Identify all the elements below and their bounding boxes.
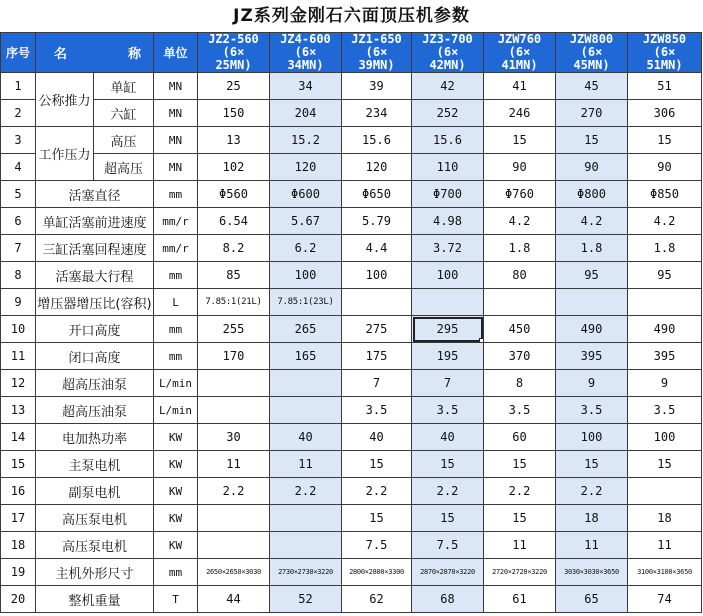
value-cell[interactable]: 204: [270, 100, 342, 127]
value-cell[interactable]: 4.4: [342, 235, 412, 262]
param-name-cell[interactable]: 主泵电机: [36, 451, 154, 478]
param-name-cell[interactable]: 增压器增压比(容积): [36, 289, 154, 316]
row-index-cell[interactable]: 16: [1, 478, 36, 505]
row-index-cell[interactable]: 17: [1, 505, 36, 532]
value-cell[interactable]: 6.54: [198, 208, 270, 235]
value-cell[interactable]: 15: [342, 505, 412, 532]
value-cell[interactable]: 52: [270, 586, 342, 613]
value-cell[interactable]: 4.2: [484, 208, 556, 235]
sub-label-cell[interactable]: 高压: [94, 127, 154, 154]
value-cell[interactable]: 150: [198, 100, 270, 127]
value-cell[interactable]: 15: [484, 451, 556, 478]
value-cell[interactable]: 395: [556, 343, 628, 370]
row-index-cell[interactable]: 9: [1, 289, 36, 316]
model-line1: JZW850: [642, 32, 687, 46]
spec-table: [0, 32, 702, 613]
model-line1: JZ3-700: [422, 32, 473, 46]
value-cell[interactable]: 3.72: [412, 235, 484, 262]
model-line3: 34MN): [287, 58, 324, 72]
header-name-b: 称: [127, 47, 141, 62]
value-cell[interactable]: 8.2: [198, 235, 270, 262]
value-cell[interactable]: 45: [556, 73, 628, 100]
param-name-cell[interactable]: 高压泵电机: [36, 505, 154, 532]
param-name-cell[interactable]: 电加热功率: [36, 424, 154, 451]
row-index-cell[interactable]: 3: [1, 127, 36, 154]
value-cell[interactable]: 7.5: [342, 532, 412, 559]
value-cell[interactable]: 1.8: [484, 235, 556, 262]
value-cell[interactable]: 15: [484, 505, 556, 532]
value-cell[interactable]: 95: [556, 262, 628, 289]
model-line1: JZ4-600: [280, 32, 331, 46]
value-cell[interactable]: 100: [556, 424, 628, 451]
model-line3: 25MN): [215, 58, 252, 72]
row-index-cell[interactable]: 15: [1, 451, 36, 478]
row-index-cell[interactable]: 5: [1, 181, 36, 208]
value-cell[interactable]: 15.6: [412, 127, 484, 154]
unit-cell[interactable]: mm: [154, 316, 198, 343]
model-line1: JZW760: [497, 32, 542, 46]
value-cell[interactable]: 2720×2720×3220: [484, 559, 556, 586]
value-cell[interactable]: 2.2: [270, 478, 342, 505]
value-cell[interactable]: 102: [198, 154, 270, 181]
value-cell[interactable]: 5.67: [270, 208, 342, 235]
value-cell[interactable]: 90: [628, 154, 702, 181]
header-model[interactable]: [270, 33, 342, 73]
value-cell[interactable]: 4.98: [412, 208, 484, 235]
header-model[interactable]: [628, 33, 702, 73]
value-cell[interactable]: 110: [412, 154, 484, 181]
table-row: [1, 154, 702, 181]
row-index-cell[interactable]: 18: [1, 532, 36, 559]
value-cell[interactable]: 61: [484, 586, 556, 613]
value-cell[interactable]: [412, 289, 484, 316]
table-row: [1, 397, 702, 424]
unit-cell[interactable]: L/min: [154, 397, 198, 424]
table-row: [1, 370, 702, 397]
value-cell[interactable]: 120: [270, 154, 342, 181]
model-line2: (6×: [436, 45, 459, 59]
value-cell[interactable]: Φ650: [342, 181, 412, 208]
value-cell[interactable]: 490: [556, 316, 628, 343]
value-cell[interactable]: Φ700: [412, 181, 484, 208]
value-cell[interactable]: 3.5: [342, 397, 412, 424]
value-cell[interactable]: 2.2: [556, 478, 628, 505]
unit-cell[interactable]: mm: [154, 559, 198, 586]
value-cell[interactable]: [628, 478, 702, 505]
value-cell[interactable]: 13: [198, 127, 270, 154]
value-cell[interactable]: 275: [342, 316, 412, 343]
unit-cell[interactable]: MN: [154, 154, 198, 181]
value-cell[interactable]: 15: [628, 127, 702, 154]
value-cell[interactable]: 15: [628, 451, 702, 478]
value-cell[interactable]: 11: [556, 532, 628, 559]
value-cell[interactable]: Φ560: [198, 181, 270, 208]
header-name-a: 名: [54, 47, 68, 62]
row-index-cell[interactable]: 4: [1, 154, 36, 181]
param-name-cell[interactable]: 活塞最大行程: [36, 262, 154, 289]
value-cell[interactable]: 65: [556, 586, 628, 613]
value-cell[interactable]: 4.2: [556, 208, 628, 235]
value-cell[interactable]: 7: [342, 370, 412, 397]
value-cell[interactable]: 3100×3100×3650: [628, 559, 702, 586]
value-cell[interactable]: 265: [270, 316, 342, 343]
model-line1: JZW800: [569, 32, 614, 46]
value-cell[interactable]: 3.5: [484, 397, 556, 424]
unit-cell[interactable]: T: [154, 586, 198, 613]
value-cell[interactable]: [270, 370, 342, 397]
group-label-working-pressure[interactable]: 工作压力: [36, 127, 94, 181]
value-cell[interactable]: 370: [484, 343, 556, 370]
value-cell[interactable]: 2.2: [412, 478, 484, 505]
value-cell[interactable]: 25: [198, 73, 270, 100]
value-cell[interactable]: 11: [198, 451, 270, 478]
value-cell[interactable]: 2800×2800×3300: [342, 559, 412, 586]
value-cell[interactable]: 100: [412, 262, 484, 289]
param-name-cell[interactable]: 副泵电机: [36, 478, 154, 505]
value-cell[interactable]: 306: [628, 100, 702, 127]
value-cell[interactable]: Φ850: [628, 181, 702, 208]
row-index-cell[interactable]: 6: [1, 208, 36, 235]
unit-cell[interactable]: KW: [154, 424, 198, 451]
value-cell[interactable]: 15: [342, 451, 412, 478]
value-cell[interactable]: 2650×2650×3030: [198, 559, 270, 586]
param-name-cell[interactable]: 超高压油泵: [36, 397, 154, 424]
unit-cell[interactable]: KW: [154, 478, 198, 505]
value-cell[interactable]: 18: [556, 505, 628, 532]
param-name-cell[interactable]: 主机外形尺寸: [36, 559, 154, 586]
unit-cell[interactable]: mm/r: [154, 208, 198, 235]
model-line3: 51MN): [646, 58, 683, 72]
model-line3: 39MN): [358, 58, 395, 72]
value-cell[interactable]: 62: [342, 586, 412, 613]
value-cell[interactable]: [270, 505, 342, 532]
value-cell[interactable]: [484, 289, 556, 316]
table-row: [1, 262, 702, 289]
table-row: [1, 424, 702, 451]
value-cell[interactable]: 90: [484, 154, 556, 181]
unit-cell[interactable]: mm: [154, 262, 198, 289]
value-cell[interactable]: 9: [628, 370, 702, 397]
value-cell[interactable]: [270, 532, 342, 559]
value-cell[interactable]: 246: [484, 100, 556, 127]
table-row: [1, 451, 702, 478]
table-row: [1, 559, 702, 586]
value-cell[interactable]: [342, 289, 412, 316]
value-cell[interactable]: 2.2: [198, 478, 270, 505]
header-model[interactable]: [198, 33, 270, 73]
value-cell[interactable]: 3.5: [628, 397, 702, 424]
row-index-cell[interactable]: 10: [1, 316, 36, 343]
value-cell[interactable]: 9: [556, 370, 628, 397]
table-title: JZ系列金刚石六面顶压机参数: [233, 6, 470, 26]
unit-cell[interactable]: MN: [154, 127, 198, 154]
row-index-cell[interactable]: 2: [1, 100, 36, 127]
table-row: [1, 505, 702, 532]
value-cell[interactable]: 100: [270, 262, 342, 289]
row-index-cell[interactable]: 13: [1, 397, 36, 424]
value-cell[interactable]: 2.2: [342, 478, 412, 505]
value-cell[interactable]: 165: [270, 343, 342, 370]
param-name-cell[interactable]: 整机重量: [36, 586, 154, 613]
model-line3: 45MN): [573, 58, 610, 72]
sub-label-cell[interactable]: 六缸: [94, 100, 154, 127]
param-name-cell[interactable]: 超高压油泵: [36, 370, 154, 397]
value-cell[interactable]: 11: [270, 451, 342, 478]
table-row: [1, 289, 702, 316]
value-cell[interactable]: 252: [412, 100, 484, 127]
model-line2: (6×: [294, 45, 317, 59]
value-cell[interactable]: 490: [628, 316, 702, 343]
table-row: [1, 100, 702, 127]
value-cell[interactable]: 195: [412, 343, 484, 370]
value-cell[interactable]: 39: [342, 73, 412, 100]
value-cell[interactable]: 95: [628, 262, 702, 289]
header-model[interactable]: [484, 33, 556, 73]
header-unit[interactable]: 单位: [154, 33, 198, 73]
unit-cell[interactable]: mm: [154, 343, 198, 370]
unit-cell[interactable]: KW: [154, 532, 198, 559]
model-line2: (6×: [508, 45, 531, 59]
value-cell[interactable]: [198, 505, 270, 532]
row-index-cell[interactable]: 11: [1, 343, 36, 370]
value-cell[interactable]: 40: [270, 424, 342, 451]
row-index-cell[interactable]: 1: [1, 73, 36, 100]
value-cell[interactable]: 7.85:1(23L): [270, 289, 342, 316]
value-cell[interactable]: 395: [628, 343, 702, 370]
value-cell[interactable]: 40: [412, 424, 484, 451]
value-cell[interactable]: 40: [342, 424, 412, 451]
value-cell[interactable]: 3030×3030×3650: [556, 559, 628, 586]
model-line3: 42MN): [429, 58, 466, 72]
sub-label-cell[interactable]: 超高压: [94, 154, 154, 181]
value-cell[interactable]: 6.2: [270, 235, 342, 262]
value-cell[interactable]: 15: [412, 451, 484, 478]
value-cell[interactable]: 18: [628, 505, 702, 532]
value-cell[interactable]: 3.5: [412, 397, 484, 424]
value-cell[interactable]: 2.2: [484, 478, 556, 505]
table-row: [1, 181, 702, 208]
value-cell[interactable]: 5.79: [342, 208, 412, 235]
header-model[interactable]: [342, 33, 412, 73]
value-cell[interactable]: 68: [412, 586, 484, 613]
row-index-cell[interactable]: 7: [1, 235, 36, 262]
unit-cell[interactable]: mm: [154, 181, 198, 208]
value-cell[interactable]: 120: [342, 154, 412, 181]
model-line2: (6×: [580, 45, 603, 59]
value-cell-selected[interactable]: 295: [412, 316, 484, 343]
value-cell[interactable]: [556, 289, 628, 316]
table-row: [1, 586, 702, 613]
value-cell[interactable]: 7.5: [412, 532, 484, 559]
param-name-cell[interactable]: 活塞直径: [36, 181, 154, 208]
table-row: [1, 235, 702, 262]
value-cell[interactable]: 41: [484, 73, 556, 100]
value-cell[interactable]: 15: [556, 451, 628, 478]
value-cell[interactable]: [198, 532, 270, 559]
value-cell[interactable]: 15: [412, 505, 484, 532]
value-cell[interactable]: [628, 289, 702, 316]
table-row: [1, 316, 702, 343]
unit-cell[interactable]: mm/r: [154, 235, 198, 262]
value-cell[interactable]: 51: [628, 73, 702, 100]
header-model[interactable]: [556, 33, 628, 73]
sub-label-cell[interactable]: 单缸: [94, 73, 154, 100]
value-cell[interactable]: 34: [270, 73, 342, 100]
value-cell[interactable]: [270, 397, 342, 424]
value-cell[interactable]: 15.2: [270, 127, 342, 154]
value-cell[interactable]: 1.8: [556, 235, 628, 262]
value-cell[interactable]: 100: [628, 424, 702, 451]
unit-cell[interactable]: KW: [154, 451, 198, 478]
value-cell[interactable]: 1.8: [628, 235, 702, 262]
value-cell[interactable]: 90: [556, 154, 628, 181]
value-cell[interactable]: 100: [342, 262, 412, 289]
value-cell[interactable]: 15: [556, 127, 628, 154]
fill-handle[interactable]: [479, 338, 484, 343]
value-cell[interactable]: 4.2: [628, 208, 702, 235]
row-index-cell[interactable]: 20: [1, 586, 36, 613]
value-cell[interactable]: Φ800: [556, 181, 628, 208]
value-cell[interactable]: 60: [484, 424, 556, 451]
value-cell[interactable]: 11: [484, 532, 556, 559]
unit-cell[interactable]: KW: [154, 505, 198, 532]
value-cell[interactable]: 2870×2870×3220: [412, 559, 484, 586]
value-cell[interactable]: 450: [484, 316, 556, 343]
group-label-nominal-thrust[interactable]: 公称推力: [36, 73, 94, 127]
model-line2: (6×: [653, 45, 676, 59]
header-model[interactable]: [412, 33, 484, 73]
value-cell[interactable]: 15: [484, 127, 556, 154]
value-cell[interactable]: 8: [484, 370, 556, 397]
table-row: [1, 127, 702, 154]
value-cell[interactable]: 2730×2730×3220: [270, 559, 342, 586]
unit-cell[interactable]: L/min: [154, 370, 198, 397]
table-row: [1, 478, 702, 505]
row-index-cell[interactable]: 12: [1, 370, 36, 397]
unit-cell[interactable]: MN: [154, 73, 198, 100]
header-row: [1, 33, 702, 73]
value-cell[interactable]: 7.85:1(21L): [198, 289, 270, 316]
row-index-cell[interactable]: 19: [1, 559, 36, 586]
model-line1: JZ2-560: [208, 32, 259, 46]
param-name-cell[interactable]: 开口高度: [36, 316, 154, 343]
model-line2: (6×: [222, 45, 245, 59]
value-cell[interactable]: 255: [198, 316, 270, 343]
param-name-cell[interactable]: 高压泵电机: [36, 532, 154, 559]
value-cell[interactable]: 234: [342, 100, 412, 127]
value-cell[interactable]: 11: [628, 532, 702, 559]
table-row: [1, 208, 702, 235]
value-cell[interactable]: 175: [342, 343, 412, 370]
value-cell[interactable]: [198, 397, 270, 424]
value-cell[interactable]: [198, 370, 270, 397]
value-cell[interactable]: 30: [198, 424, 270, 451]
row-index-cell[interactable]: 14: [1, 424, 36, 451]
table-row: [1, 343, 702, 370]
unit-cell[interactable]: MN: [154, 100, 198, 127]
value-cell[interactable]: 42: [412, 73, 484, 100]
value-cell[interactable]: 170: [198, 343, 270, 370]
model-line3: 41MN): [501, 58, 538, 72]
param-name-cell[interactable]: 三缸活塞回程速度: [36, 235, 154, 262]
value-cell[interactable]: 270: [556, 100, 628, 127]
value-cell[interactable]: 74: [628, 586, 702, 613]
value-cell[interactable]: 85: [198, 262, 270, 289]
param-name-cell[interactable]: 闭口高度: [36, 343, 154, 370]
unit-cell[interactable]: L: [154, 289, 198, 316]
table-row: [1, 73, 702, 100]
value-cell[interactable]: Φ600: [270, 181, 342, 208]
header-index[interactable]: 序号: [1, 33, 36, 73]
value-cell[interactable]: 7: [412, 370, 484, 397]
value-cell[interactable]: 15.6: [342, 127, 412, 154]
value-cell[interactable]: 3.5: [556, 397, 628, 424]
param-name-cell[interactable]: 单缸活塞前进速度: [36, 208, 154, 235]
row-index-cell[interactable]: 8: [1, 262, 36, 289]
value-cell[interactable]: 44: [198, 586, 270, 613]
model-line1: JZ1-650: [351, 32, 402, 46]
header-name[interactable]: [36, 33, 154, 73]
value-cell[interactable]: 80: [484, 262, 556, 289]
table-row: [1, 532, 702, 559]
model-line2: (6×: [365, 45, 388, 59]
value-cell[interactable]: Φ760: [484, 181, 556, 208]
